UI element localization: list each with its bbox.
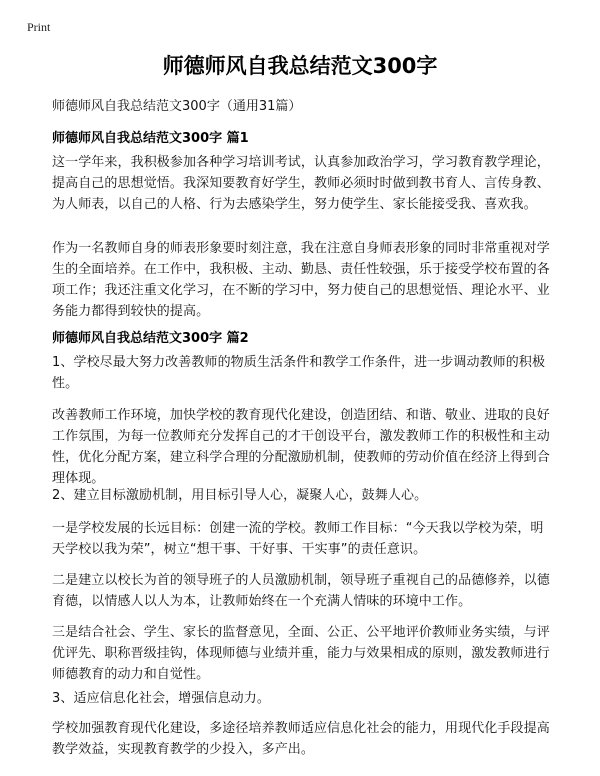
paragraph: 一是学校发展的长远目标：创建一流的学校。教师工作目标：“今天我以学校为荣，明天学校以我为荣”，树立“想干事、干好事、干实事”的责任意识。 (52, 521, 544, 557)
paragraph: 这一学年来，我积极参加各种学习培训考试，认真参加政治学习，学习教育教学理论，提高自己的思想觉悟。我深知要教育好学生，教师必须时时做到教书育人、言传身教、为人师表，以自己的人格、行为去感染学生，努力使学生、家长能接受我、喜欢我。 (52, 155, 550, 212)
document-subtitle: 师德师风自我总结范文300字（通用31篇） (52, 99, 302, 114)
paragraph: 作为一名教师自身的师表形象要时刻注意，我在注意自身师表形象的同时非常重视对学生的全面培养。在工作中，我积极、主动、勤恳、责任性较强，乐于接受学校布置的各项工作；我还注重文化学习，在不断的学习中，努力使自己的思想觉悟、理论水平、业务能力都得到较快的提高。 (52, 241, 550, 319)
section-heading-1: 师德师风自我总结范文300字 篇1 (52, 131, 249, 146)
paragraph: 改善教师工作环境，加快学校的教育现代化建设，创造团结、和谐、敬业、进取的良好工作氛围，为每一位教师充分发挥自己的才干创设平台，激发教师工作的积极性和主动性，优化分配方案，建立科学合理的分配激励机制，使教师的劳动价值在经济上得到合理体现。 (52, 408, 550, 486)
section-heading-2: 师德师风自我总结范文300字 篇2 (52, 331, 249, 346)
paragraph: 1、学校尽最大努力改善教师的物质生活条件和教学工作条件，进一步调动教师的积极性。 (52, 355, 546, 391)
paragraph: 二是建立以校长为首的领导班子的人员激励机制，领导班子重视自己的品德修养，以德育德，以情感人以人为本，让教师始终在一个充满人情味的环境中工作。 (52, 573, 550, 609)
paragraph: 2、建立目标激励机制，用目标引导人心，凝聚人心，鼓舞人心。 (52, 488, 428, 503)
paragraph: 3、适应信息化社会，增强信息动力。 (52, 691, 270, 706)
paragraph: 三是结合社会、学生、家长的监督意见，全面、公正、公平地评价教师业务实绩，与评优评先、职称晋级挂钩，体现师德与业绩并重，能力与效果相成的原则，激发教师进行师德教育的动力和自觉性。 (52, 625, 550, 682)
print-label: Print (27, 20, 51, 34)
paragraph: 学校加强教育现代化建设，多途径培养教师适应信息化社会的能力，用现代化手段提高教学效益，实现教育教学的少投入，多产出。 (52, 721, 550, 757)
page-title: 师德师风自我总结范文300字 (162, 54, 438, 78)
